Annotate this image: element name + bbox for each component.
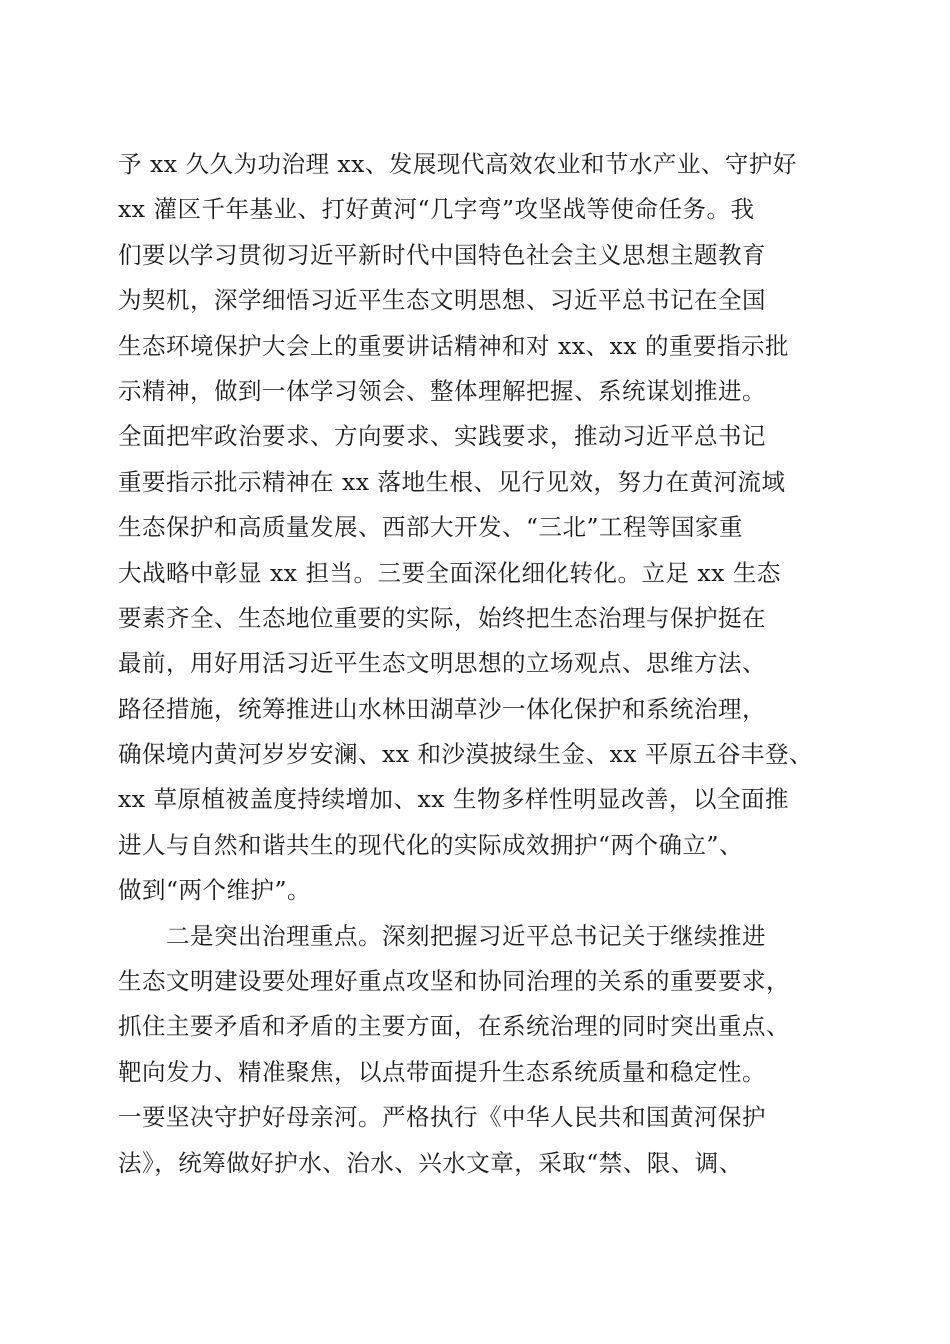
paragraph-heading-line: 二是突出治理重点。深刻把握习近平总书记关于继续推进 (166, 921, 766, 950)
text-line: 示精神，做到一体学习领会、整体理解把握、系统谋划推进。 (118, 376, 766, 405)
text-line: xx 草原植被盖度持续增加、xx 生物多样性明显改善，以全面推 (118, 785, 789, 814)
text-line: xx 灌区千年基业、打好黄河“几字弯”攻坚战等使命任务。我 (118, 195, 755, 224)
text-line: 做到“两个维护”。 (118, 876, 312, 905)
text-line: 生态文明建设要处理好重点攻坚和协同治理的关系的重要要求， (118, 967, 790, 996)
text-line: 生态保护和高质量发展、西部大开发、“三北”工程等国家重 (118, 513, 744, 542)
text-line: 一要坚决守护好母亲河。严格执行《中华人民共和国黄河保护 (118, 1103, 766, 1132)
text-line: 大战略中彰显 xx 担当。三要全面深化细化转化。立足 xx 生态 (118, 558, 781, 587)
text-line: 们要以学习贯彻习近平新时代中国特色社会主义思想主题教育 (118, 240, 766, 269)
text-line: 为契机，深学细悟习近平生态文明思想、习近平总书记在全国 (118, 286, 766, 315)
text-line: 法》，统筹做好护水、治水、兴水文章，采取“禁、限、调、 (118, 1148, 743, 1177)
text-line: 予 xx 久久为功治理 xx、发展现代高效农业和节水产业、守护好 (118, 150, 797, 178)
body-text (118, 142, 853, 1186)
text-line: 进人与自然和谐共生的现代化的实际成效拥护“两个确立”、 (118, 830, 744, 859)
text-line: 生态环境保护大会上的重要讲话精神和对 xx、xx 的重要指示批 (118, 331, 789, 360)
text-line: 要素齐全、生态地位重要的实际，始终把生态治理与保护挺在 (118, 603, 766, 632)
text-line: 靶向发力、精准聚焦，以点带面提升生态系统质量和稳定性。 (118, 1057, 766, 1086)
text-line: 路径措施，统筹推进山水林田湖草沙一体化保护和系统治理， (118, 694, 766, 723)
text-line: 重要指示批示精神在 xx 落地生根、见行见效，努力在黄河流域 (118, 467, 786, 496)
text-line: 全面把牢政治要求、方向要求、实践要求，推动习近平总书记 (118, 422, 766, 451)
text-line: 确保境内黄河岁岁安澜、xx 和沙漠披绿生金、xx 平原五谷丰登、 (118, 740, 813, 769)
text-line: 抓住主要矛盾和矛盾的主要方面，在系统治理的同时突出重点、 (118, 1012, 790, 1041)
text-line: 最前，用好用活习近平生态文明思想的立场观点、思维方法、 (118, 649, 766, 678)
